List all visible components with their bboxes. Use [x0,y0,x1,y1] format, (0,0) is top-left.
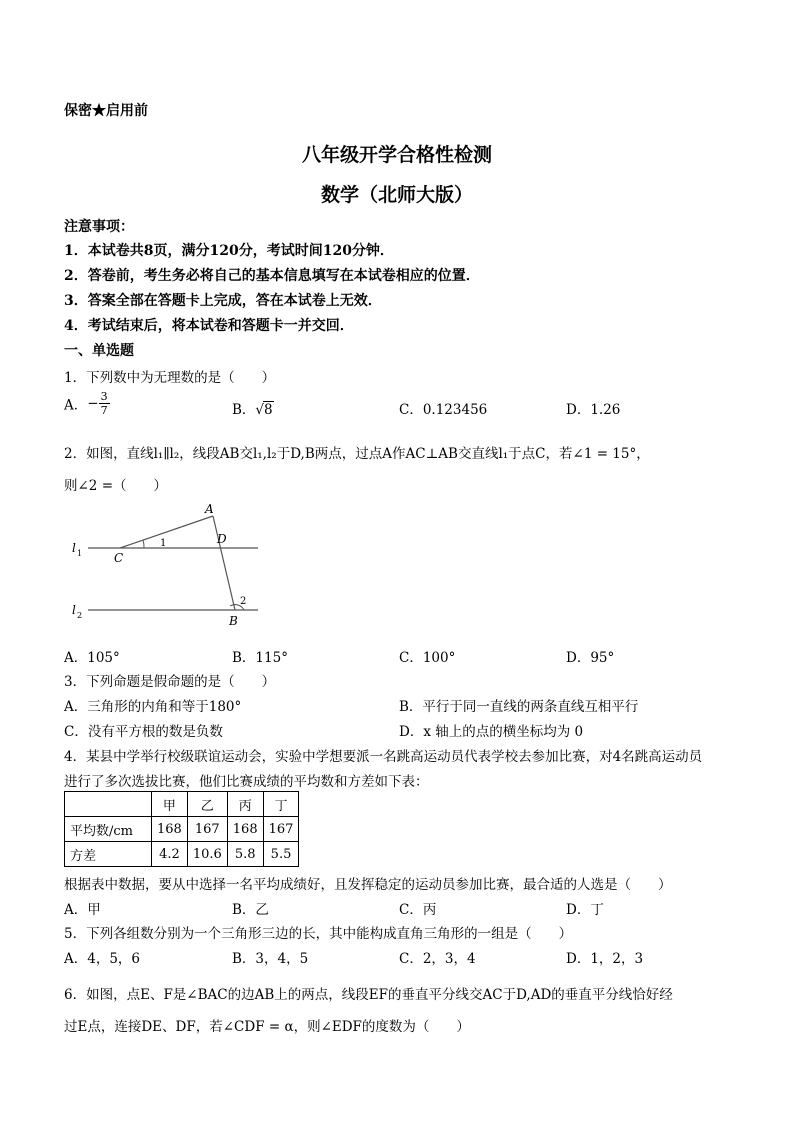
sqrt-symbol: √8 [255,402,273,418]
q1-stem: 1．下列数中为无理数的是（ ） [64,370,276,386]
q5-stem: 5．下列各组数分别为一个三角形三边的长，其中能构成直角三角形的一组是（ ） [64,926,573,942]
table-cell: 方差 [65,842,152,867]
q6-stem-2: 过E点，连接DE、DF，若∠CDF = α，则∠EDF的度数为（ ） [64,1019,470,1035]
q3-option-b: B．平行于同一直线的两条直线互相平行 [399,699,639,715]
table-header-cell: 甲 [152,792,188,817]
q4-stem-3: 根据表中数据，要从中选择一名平均成绩好，且发挥稳定的运动员参加比赛，最合适的人选是（ ） [64,877,672,893]
q5-option-b: B．3，4，5 [232,951,309,967]
label-l2-sub: 2 [77,611,83,620]
label-l2: l [72,603,76,617]
q5-option-a: A．4，5，6 [64,951,141,967]
q4-option-d: D．丁 [566,902,604,918]
q3-stem: 3．下列命题是假命题的是（ ） [64,674,276,690]
note-item: 1．本试卷共8页，满分120分，考试时间120分钟． [64,243,394,259]
table-row [65,817,299,842]
table-header-cell: 丁 [263,792,299,817]
q2-option-b: B．115° [232,650,288,666]
notes-heading: 注意事项： [64,219,134,235]
table-header-cell [65,792,152,817]
table-cell: 10.6 [187,842,227,867]
table-cell: 167 [263,817,299,842]
fraction: $\frac{3}{7}$ [100,390,108,417]
exam-subtitle: 数学（北师大版） [320,184,473,206]
q1-option-a: A．− $\frac{3}{7}$ [64,390,108,417]
table-cell: 168 [152,817,188,842]
table-cell: 5.5 [263,842,299,867]
q2-option-d: D．95° [566,650,615,666]
note-item: 4．考试结束后，将本试卷和答题卡一并交回． [64,318,354,334]
table-header-row [65,792,299,817]
segment-ac [120,516,213,548]
exam-title: 八年级开学合格性检测 [301,144,492,166]
label-l1: l [72,541,76,555]
table-cell: 168 [227,817,263,842]
q6-stem: 6．如图，点E、F是∠BAC的边AB上的两点，线段EF的垂直平分线交AC于D,AD的垂直平分线恰好经 [64,987,673,1003]
q2-option-a: A．105° [64,650,120,666]
table-cell: 167 [187,817,227,842]
table-header-cell: 乙 [187,792,227,817]
table-cell: 5.8 [227,842,263,867]
q5-option-d: D．1，2，3 [566,951,644,967]
q4-stem-2: 进行了多次选拔比赛，他们比赛成绩的平均数和方差如下表： [64,774,429,790]
table-cell: 平均数/cm [65,817,152,842]
confidential-label: 保密★启用前 [64,103,148,119]
table-cell: 4.2 [152,842,188,867]
q2-option-c: C．100° [399,650,456,666]
score-table [64,791,299,867]
q2-figure [64,498,274,633]
table-row [65,842,299,867]
section-title: 一、单选题 [64,343,134,359]
q2-stem: 2．如图，直线l₁∥l₂，线段AB交l₁,l₂于D,B两点，过点A作AC⊥AB交直线l₁于点C，若∠1 = 15°， [64,446,650,462]
q4-option-c: C．丙 [399,902,437,918]
q1-option-b: B．√8 [232,402,273,418]
q4-option-a: A．甲 [64,902,101,918]
q2-stem-2: 则∠2 =（ ） [64,478,168,494]
note-item: 2．答卷前，考生务必将自己的基本信息填写在本试卷相应的位置． [64,268,480,284]
label-angle-1: 1 [160,538,167,549]
q1-option-d: D．1.26 [566,402,621,418]
label-l1-sub: 1 [77,549,83,558]
label-a: A [205,502,214,516]
q3-option-a: A．三角形的内角和等于180° [64,699,242,715]
label-d: D [217,532,227,546]
q4-option-b: B．乙 [232,902,269,918]
table-header-cell: 丙 [227,792,263,817]
q3-option-c: C．没有平方根的数是负数 [64,724,223,740]
angle-1-arc [143,540,144,548]
q5-option-c: C．2，3，4 [399,951,476,967]
q4-stem: 4．某县中学举行校级联谊运动会，实验中学想要派一名跳高运动员代表学校去参加比赛，对4名跳高运动员 [64,749,703,765]
label-c: C [114,551,124,565]
label-b: B [229,614,238,628]
segment-ab [213,516,235,610]
label-angle-2: 2 [240,596,247,607]
q1-option-c: C．0.123456 [399,402,488,418]
note-item: 3．答案全部在答题卡上完成，答在本试卷上无效． [64,293,382,309]
q3-option-d: D．x 轴上的点的横坐标均为 0 [399,724,584,740]
